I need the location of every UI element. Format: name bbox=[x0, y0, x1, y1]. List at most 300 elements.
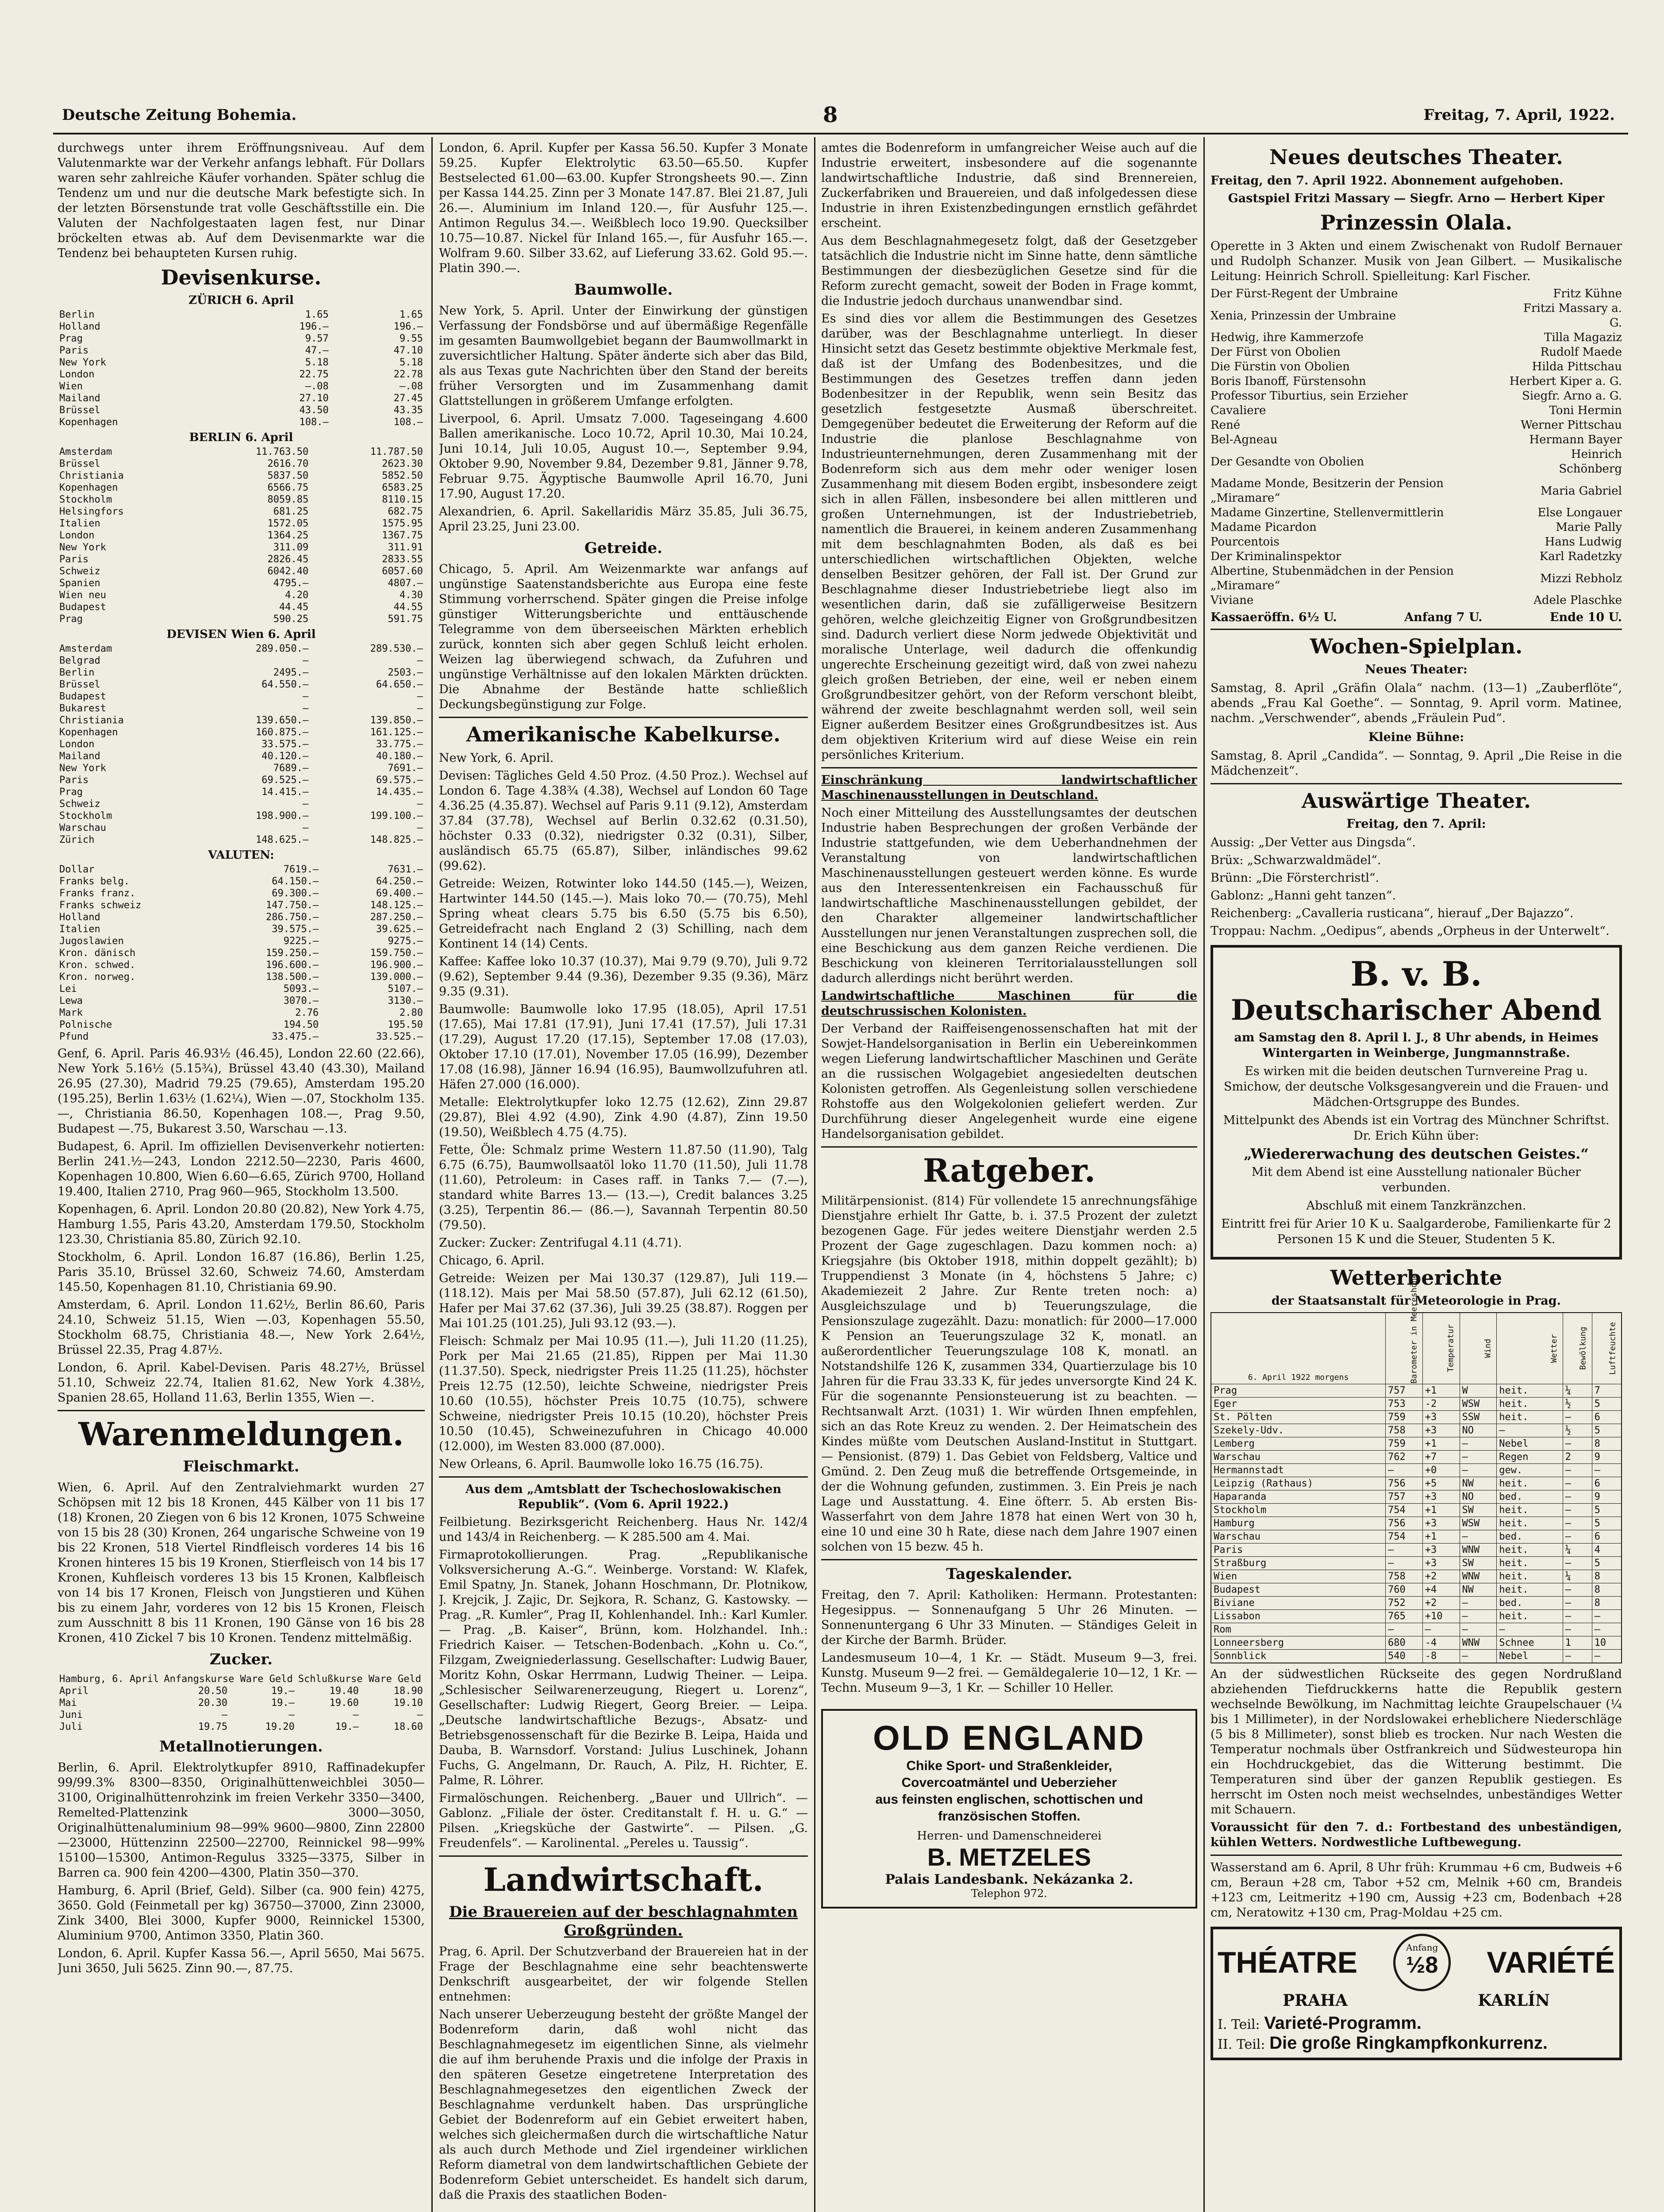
weather-cell: — bbox=[1563, 1437, 1592, 1451]
table-cell: Polnische bbox=[59, 1019, 112, 1030]
table-cell: 1.65 bbox=[400, 309, 423, 320]
table-cell: Juli bbox=[59, 1721, 83, 1732]
cast-row bbox=[1211, 301, 1622, 330]
weather-row bbox=[1211, 1650, 1622, 1663]
table-cell: 33.475.— bbox=[272, 1031, 319, 1042]
paper-name: Deutsche Zeitung Bohemia. bbox=[62, 106, 297, 124]
quote-row bbox=[58, 458, 425, 470]
quote-row bbox=[58, 518, 425, 530]
weather-cell: +5 bbox=[1422, 1477, 1460, 1490]
quote-row bbox=[58, 667, 425, 679]
cast-role: Pourcentois bbox=[1211, 535, 1280, 549]
column-4 bbox=[1211, 141, 1622, 2212]
table-cell: 8110.15 bbox=[382, 494, 423, 505]
weather-cell: heit. bbox=[1497, 1477, 1563, 1490]
weather-cell: — bbox=[1563, 1583, 1592, 1597]
table-cell: 5837.50 bbox=[267, 470, 309, 481]
quote-row bbox=[58, 1031, 425, 1043]
quote-row bbox=[58, 864, 425, 876]
table-cell: Dollar bbox=[59, 864, 95, 875]
column-rule bbox=[1203, 137, 1205, 2212]
table-cell: 69.525.— bbox=[261, 775, 309, 786]
table-cell: 4795.— bbox=[273, 578, 309, 589]
weather-cell: Warschau bbox=[1211, 1451, 1386, 1464]
weather-cell: WSW bbox=[1460, 1517, 1497, 1530]
kabel-paragraph: Fette, Öle: Schmalz prime Western 11.87.50 (11.90), Talg 6.75 (6.75), Baumwollsaatöl loko 11.70 (11.50), Juli 11.78 (11.60), Petroleum: in Cases raff. in Tanks 7.— (7.—), standard white Barres 13.— (13.—), Credit balances 3.25 (3.25), Terpentin 86.— (86.—), Savannah Terpentin 80.50 (79.50). bbox=[439, 1143, 808, 1232]
quote-row bbox=[58, 470, 425, 482]
table-cell: 18.60 bbox=[393, 1721, 423, 1732]
weather-cell: heit. bbox=[1497, 1610, 1563, 1623]
table-cell: 1.65 bbox=[305, 309, 329, 320]
weather-cell: heit. bbox=[1497, 1411, 1563, 1424]
table-cell: 43.35 bbox=[393, 405, 423, 416]
weather-cell: Hermannstadt bbox=[1211, 1464, 1386, 1477]
ad-variete-city-right: KARLÍN bbox=[1478, 1991, 1550, 2010]
wochen-text-1: Samstag, 8. April „Gräfin Olala“ nachm. (13—1) „Zauberflöte“, abends „Frau Kal Goethe“. — Sonntag, 9. April vorm. Matinee, nachm. „Verschwender“, abends „Fräulein Pud“. bbox=[1211, 681, 1622, 725]
weather-cell: Lonneersberg bbox=[1211, 1636, 1386, 1650]
table-cell: Belgrad bbox=[59, 655, 100, 666]
weather-cell: 8 bbox=[1592, 1597, 1622, 1610]
amtsblatt-paragraph: Feilbietung. Bezirksgericht Reichenberg. Haus Nr. 142/4 und 143/4 in Reichenberg. — K 285.500 am 4. Mai. bbox=[439, 1515, 808, 1544]
table-cell: Kron. dänisch bbox=[59, 948, 136, 959]
quote-row bbox=[58, 750, 425, 762]
table-cell: 2833.55 bbox=[382, 554, 423, 565]
zucker-row bbox=[58, 1697, 425, 1709]
table-cell: 5.18 bbox=[400, 357, 423, 368]
weather-row bbox=[1211, 1557, 1622, 1570]
weather-cell: — bbox=[1563, 1650, 1592, 1663]
zurich-title: ZÜRICH 6. April bbox=[188, 294, 294, 307]
quote-row bbox=[58, 506, 425, 518]
weather-row bbox=[1211, 1530, 1622, 1544]
cast-role: Xenia, Prinzessin der Umbraine bbox=[1211, 309, 1396, 323]
weather-row bbox=[1211, 1477, 1622, 1490]
baumwolle-paragraph: New York, 5. April. Unter der Einwirkung der günstigen Verfassung der Fondsbörse und auf übermäßige Regenfälle im gesamten Baumwollgebiet begann der Baumwollmarkt in zuversichtlicher Haltung. Später änderte sich aber das Bild, als aus Texas gute Nachrichten über den Stand der bereits früher Versorgten und im Zusammenhang damit Glattstellungen in größerem Umfange erfolgten. bbox=[439, 304, 808, 408]
amtsblatt-heading: Aus dem „Amtsblatt der Tschechoslowakischen Republik“. (Vom 6. April 1922.) bbox=[465, 1482, 781, 1511]
cast-row bbox=[1211, 520, 1622, 535]
weather-cell: — bbox=[1592, 1464, 1622, 1477]
weather-row bbox=[1211, 1583, 1622, 1597]
kabel-paragraph: Zucker: Zucker: Zentrifugal 4.11 (4.71). bbox=[439, 1236, 682, 1250]
weather-cell: Warschau bbox=[1211, 1530, 1386, 1544]
weather-row bbox=[1211, 1451, 1622, 1464]
weather-cell: +2 bbox=[1422, 1597, 1460, 1610]
ad-bvb-line2: Es wirken mit die beiden deutschen Turnvereine Prag u. Smichow, der deutsche Volksgesangverein und die Frauen- und Mädchen-Ortsgruppe des Bundes. bbox=[1224, 1064, 1609, 1109]
table-cell: 47.10 bbox=[393, 345, 423, 356]
table-cell: Brüssel bbox=[59, 405, 100, 416]
table-cell: — bbox=[303, 822, 309, 833]
theater-time: Anfang 7 U. bbox=[1404, 611, 1483, 624]
quote-row bbox=[58, 392, 425, 404]
ad-old-england-line: Covercoatmäntel und Ueberzieher bbox=[901, 1775, 1117, 1790]
divider bbox=[1211, 783, 1622, 784]
table-cell: Franks schweiz bbox=[59, 900, 142, 911]
ad-bvb-lines bbox=[1220, 1030, 1612, 1247]
ad-variete-line-1-label: I. Teil: bbox=[1218, 2017, 1260, 2032]
ad-variete-line-1 bbox=[1218, 2013, 1615, 2033]
weather-cell: +3 bbox=[1422, 1557, 1460, 1570]
zucker-row bbox=[58, 1709, 425, 1721]
cast-role: Professor Tiburtius, sein Erzieher bbox=[1211, 389, 1408, 403]
kabel-paragraph: Getreide: Weizen per Mai 130.37 (129.87), Juli 119.— (118.12). Mais per Mai 58.50 (57.87), Juli 62.12 (61.50), Hafer per Mai 37.62 (37.36), Juli 39.25 (38.87). Roggen per Mai 101.25 (101.25), Juli 93.12 (93.—). bbox=[439, 1271, 808, 1330]
table-cell: Jugoslawien bbox=[59, 936, 124, 947]
quote-row bbox=[58, 834, 425, 846]
table-cell: 196.— bbox=[393, 321, 423, 332]
weather-cell: 753 bbox=[1386, 1398, 1423, 1411]
table-cell: Amsterdam bbox=[59, 446, 112, 457]
quote-row bbox=[58, 613, 425, 625]
weather-cell: — bbox=[1460, 1610, 1497, 1623]
table-cell: — bbox=[353, 1709, 359, 1720]
cast-actor: Fritz Kühne bbox=[1553, 287, 1622, 300]
cast-actor: Hans Ludwig bbox=[1545, 535, 1622, 549]
weather-cell: +4 bbox=[1422, 1583, 1460, 1597]
zucker-heading: Zucker. bbox=[209, 1651, 273, 1668]
table-cell: 7691.— bbox=[388, 763, 423, 774]
table-cell: 40.120.— bbox=[261, 751, 309, 762]
table-cell: 1364.25 bbox=[267, 530, 309, 541]
cast-actor: Karl Radetzky bbox=[1539, 550, 1622, 563]
weather-row bbox=[1211, 1517, 1622, 1530]
waren-heading: Warenmeldungen. bbox=[78, 1415, 404, 1453]
table-cell: 19.— bbox=[335, 1721, 359, 1732]
weather-cell: 5 bbox=[1592, 1424, 1622, 1437]
table-cell: 138.500.— bbox=[266, 972, 319, 983]
table-cell: 195.50 bbox=[388, 1019, 423, 1030]
weather-cell: Straßburg bbox=[1211, 1557, 1386, 1570]
table-cell: — bbox=[417, 799, 423, 810]
weather-cell: 9 bbox=[1592, 1451, 1622, 1464]
theater-time: Ende 10 U. bbox=[1549, 611, 1622, 624]
weather-cell: WSW bbox=[1460, 1398, 1497, 1411]
weather-cell: — bbox=[1563, 1504, 1592, 1517]
table-cell: Christiania bbox=[59, 470, 124, 481]
market-note: Genf, 6. April. Paris 46.93½ (46.45), London 22.60 (22.66), New York 5.16½ (5.15¾), Brüssel 43.40 (43.30), Mailand 26.95 (27.30), Madrid 79.25 (79.65), Amsterdam 195.20 (195.25), Berlin 1.63½ (1.62¼), Wien —.07, Stockholm 135.—, Christiania 86.50, Kopenhagen 108.—, Prag 9.50, Budapest —.75, Bukarest 3.50, Warschau —.13. bbox=[58, 1047, 425, 1136]
weather-cell: WNW bbox=[1460, 1544, 1497, 1557]
zucker-row bbox=[58, 1721, 425, 1733]
table-cell: Budapest bbox=[59, 691, 106, 702]
quote-row bbox=[58, 333, 425, 345]
weather-cell: — bbox=[1563, 1557, 1592, 1570]
table-cell: 9.57 bbox=[305, 333, 329, 344]
table-cell: 1367.75 bbox=[382, 530, 423, 541]
wochen-heading: Wochen-Spielplan. bbox=[1310, 634, 1523, 658]
table-cell: 148.125.— bbox=[370, 900, 423, 911]
divider bbox=[439, 717, 808, 718]
cast-row bbox=[1211, 360, 1622, 374]
theater-guests: Gastspiel Fritzi Massary — Siegfr. Arno — Herbert Kiper bbox=[1228, 192, 1605, 205]
cast-role: Der Fürst-Regent der Umbraine bbox=[1211, 287, 1398, 300]
market-note: Amsterdam, 6. April. London 11.62½, Berlin 86.60, Paris 24.10, Schweiz 51.15, Wien —.03, Kopenhagen 55.50, Stockholm 68.75, Christiania 48.—, New York 2.64½, Brüssel 22.35, Prag 4.87½. bbox=[58, 1298, 425, 1357]
masthead bbox=[53, 103, 1628, 129]
weather-cell: — bbox=[1460, 1464, 1497, 1477]
valuten-table bbox=[58, 864, 425, 1043]
table-cell: 9.55 bbox=[400, 333, 423, 344]
kabel-paragraph: Chicago, 6. April. bbox=[439, 1254, 545, 1267]
ad-variete-left: THÉATRE bbox=[1218, 1946, 1358, 1979]
table-cell: — bbox=[303, 691, 309, 702]
table-cell: 139.000.— bbox=[370, 972, 423, 983]
table-cell: Schweiz bbox=[59, 566, 100, 577]
table-cell: Berlin bbox=[59, 309, 95, 320]
cast-actor: Marie Pally bbox=[1556, 521, 1622, 534]
weather-row bbox=[1211, 1504, 1622, 1517]
table-cell: 5852.50 bbox=[382, 470, 423, 481]
weather-cell: -2 bbox=[1422, 1398, 1460, 1411]
table-cell: Italien bbox=[59, 518, 100, 529]
ad-old-england-line: Chike Sport- und Straßenkleider, bbox=[906, 1759, 1112, 1773]
weather-cell: — bbox=[1460, 1437, 1497, 1451]
quote-row bbox=[58, 995, 425, 1007]
table-cell: New York bbox=[59, 357, 106, 368]
cast-row bbox=[1211, 374, 1622, 389]
table-cell: Budapest bbox=[59, 602, 106, 613]
cast-role: Madame Monde, Besitzerin der Pension „Miramare“ bbox=[1211, 477, 1444, 505]
weather-cell: +3 bbox=[1422, 1544, 1460, 1557]
table-cell: 591.75 bbox=[388, 614, 423, 625]
table-cell: 590.25 bbox=[273, 614, 309, 625]
weather-cell: ½ bbox=[1563, 1398, 1592, 1411]
table-cell: 39.625.— bbox=[376, 924, 423, 935]
table-cell: 198.900.— bbox=[256, 810, 309, 822]
weather-cell: 757 bbox=[1386, 1490, 1423, 1504]
table-cell: Wien bbox=[59, 381, 83, 392]
table-cell: Mark bbox=[59, 1007, 83, 1018]
table-cell: Paris bbox=[59, 775, 89, 786]
weather-cell: Rom bbox=[1211, 1623, 1386, 1636]
table-cell: 2826.45 bbox=[267, 554, 309, 565]
london-metal: London, 6. April. Kupfer per Kassa 56.50. Kupfer 3 Monate 59.25. Kupfer Elektrolytic 63.50—65.50. Kupfer Bestselected 61.00—63.00. Kupfer Strongsheets 90.—. Zinn per Kassa 144.25. Zinn per 3 Monate 147.87. Blei 21.87, Juli 26.—. Aluminium im Inland 120.—, für Ausfuhr 125.—. Antimon Regulus 34.—. Weißblech loco 19.90. Quecksilber 10.75—10.87. Nickel für Inland 165.—, für Ausfuhr 165.—. Wolfram 9.60. Silber 33.62, auf Lieferung 33.62. Gold 95.—. Platin 390.—. bbox=[439, 141, 808, 275]
weather-cell: 760 bbox=[1386, 1583, 1423, 1597]
weather-cell: 4 bbox=[1592, 1544, 1622, 1557]
weather-row bbox=[1211, 1570, 1622, 1583]
ad-variete bbox=[1211, 1927, 1622, 2060]
weather-cell: Nebel bbox=[1497, 1650, 1563, 1663]
quote-row bbox=[58, 1019, 425, 1031]
ad-variete-city-left: PRAHA bbox=[1283, 1991, 1348, 2010]
table-cell: 19.60 bbox=[329, 1697, 359, 1709]
cast-role: Bel-Agneau bbox=[1211, 433, 1278, 446]
weather-cell: -8 bbox=[1422, 1650, 1460, 1663]
cast-actor: Rudolf Maede bbox=[1540, 346, 1622, 359]
divider bbox=[821, 767, 1197, 768]
market-intro: durchwegs unter ihrem Eröffnungsniveau. Auf dem Valutenmarkte war der Verkehr anfangs lebhaft. Für Dollars waren sehr zahlreiche Käufer vorhanden. Später schlug die Tendenz um und nur die deutsche Mark befestigte sich. In der letzten Börsenstunde trat volle Geschäftsstille ein. Die Valuten der Nachfolgestaaten lagen fest, nur Dinar bröckelten etwas ab. Auf dem Devisenmarkte war die Tendenz bei behaupteten Kursen ruhig. bbox=[58, 141, 425, 260]
theater-date: Freitag, den 7. April 1922. Abonnement aufgehoben. bbox=[1211, 174, 1564, 188]
table-cell: 19.40 bbox=[329, 1686, 359, 1697]
table-cell: 7689.— bbox=[273, 763, 309, 774]
quote-row bbox=[58, 369, 425, 380]
cast-actor: Mizzi Rebholz bbox=[1540, 572, 1622, 585]
table-cell: 4.20 bbox=[285, 590, 309, 601]
operetta-desc: Operette in 3 Akten und einem Zwischenakt von Rudolf Bernauer und Rudolph Schanzer. Musik von Jean Gilbert. — Musikalische Leitung: Heinrich Schroll. Spielleitung: Karl Fischer. bbox=[1211, 239, 1622, 283]
market-note: Budapest, 6. April. Im offiziellen Devisenverkehr notierten: Berlin 241.½—243, London 2212.50—2230, Paris 4600, Kopenhagen 10.800, Wien 6.60—6.65, Zürich 9700, Holland 19.400, Italien 2710, Prag 960—965, Stockholm 13.500. bbox=[58, 1140, 425, 1198]
weather-row bbox=[1211, 1490, 1622, 1504]
table-cell: 2616.70 bbox=[267, 458, 309, 469]
metall-heading: Metallnotierungen. bbox=[159, 1738, 323, 1755]
weather-cell: 6 bbox=[1592, 1411, 1622, 1424]
weather-cell: Stockholm bbox=[1211, 1504, 1386, 1517]
cast-row bbox=[1211, 476, 1622, 506]
quote-row bbox=[58, 577, 425, 589]
ad-bvb-title-2: Deutscharischer Abend bbox=[1231, 994, 1602, 1027]
getreide-text: Chicago, 5. April. Am Weizenmarkte war anfangs auf ungünstige Saatenstandsberichte aus Europa eine feste Stimmung vorherrschend. Später gingen die Preise infolge günstiger Witterungsberichte und enttäuschende Telegramme von dem überseeischen Märkten erheblich zurück, konnten sich aber gegen Schluß leicht erholen. Weizen lag überwiegend schwach, da Zufuhren und ungünstige Verhältnisse auf den lokalen Märkten drückten. Die Abnahme der Bestände hatte schließlich Deckungsbegünstigung zur Folge. bbox=[439, 562, 808, 711]
weather-cell: -4 bbox=[1422, 1636, 1460, 1650]
table-cell: 196.600.— bbox=[266, 960, 319, 971]
cast-actor: Toni Hermin bbox=[1549, 404, 1622, 417]
metall-text-3: London, 6. April. Kupfer Kassa 56.—, April 5650, Mai 5675. Juni 3650, Juli 5625. Zinn 90.—, 87.75. bbox=[58, 1947, 425, 1975]
table-cell: 19.75 bbox=[198, 1721, 228, 1732]
table-cell: 11.787.50 bbox=[370, 446, 423, 457]
cast-role: Viviane bbox=[1211, 594, 1254, 607]
kabel-paragraph: New Orleans, 6. April. Baumwolle loko 16.75 (16.75). bbox=[439, 1457, 763, 1471]
ausw-item: Brüx: „Schwarzwaldmädel“. bbox=[1211, 853, 1381, 867]
table-cell: 159.250.— bbox=[266, 948, 319, 959]
baumwolle-paragraph: Liverpool, 6. April. Umsatz 7.000. Tageseingang 4.600 Ballen amerikanische. Loco 10.72, April 10.30, Mai 10.24, Juni 10.14, Juli 10.05, August 10.—, September 9.94, Oktober 9.90, November 9.84, Dezember 9.81, Jänner 9.78, Februar 9.75. Ägyptische Baumwolle April 16.70, Juni 17.90, August 17.20. bbox=[439, 412, 808, 501]
table-cell: New York bbox=[59, 542, 106, 553]
weather-cell: WNW bbox=[1460, 1570, 1497, 1583]
market-note: Kopenhagen, 6. April. London 20.80 (20.82), New York 4.75, Hamburg 1.55, Paris 43.20, Amsterdam 179.50, Stockholm 123.30, Christiania 85.80, Zürich 92.10. bbox=[58, 1202, 425, 1246]
weather-cell: ½ bbox=[1563, 1424, 1592, 1437]
weather-cell: 680 bbox=[1386, 1636, 1423, 1650]
weather-cell: Biviane bbox=[1211, 1597, 1386, 1610]
weather-row bbox=[1211, 1437, 1622, 1451]
cast-role: Madame Ginzertine, Stellenvermittlerin bbox=[1211, 506, 1444, 519]
berlin-table bbox=[58, 446, 425, 625]
weather-cell: Lissabon bbox=[1211, 1610, 1386, 1623]
quote-row bbox=[58, 691, 425, 703]
devisen-heading: Devisenkurse. bbox=[161, 265, 322, 289]
table-cell: 5093.— bbox=[283, 983, 319, 995]
cast-actor: Adele Plaschke bbox=[1533, 594, 1622, 607]
table-cell: 69.400.— bbox=[376, 888, 423, 899]
quote-row bbox=[58, 643, 425, 655]
cast-actor: Hilda Pittschau bbox=[1532, 360, 1622, 373]
amtsblatt-paragraph: Firmaprotokollierungen. Prag. „Republikanische Volksversicherung A.-G.“. Weinberge. Vorstand: W. Klafek, Emil Spatny, Jn. Stanek, Johann Hoschmann, Dr. Plotnikow, J. Krejcik, J. Zajic, Dr. Sejkora, R. Schanz, G. Kastowsky. — Prag. „R. Kumler“, Prag II, Kohlenhandel. Inh.: Karl Kumler. — Prag. „B. Kaiser“, Brünn, kom. Holzhandel. Inh.: Friedrich Kaiser. — Tetschen-Bodenbach. „Kohn u. Co.“, Filzgam, Zweigniederlassung. Gesellschafter: Ludwig Bauer, Moritz Kohn, Oskar Herrmann, Ludwig Theiner. — Leipa. „Schlesischer Seilwarenerzeugung, Riegert u. Lorenz“, Gesellschafter: Ludwig Riegert, Georg Breier. — Leipa. „Deutsche landwirtschaftliche Bezugs-, Absatz- und Betriebsgenossenschaft für die Bezirke B. Leipa, Haida und Dauba, B. Warnsdorf. Vorstand: Julius Luschinek, Johann Fuchs, G. Angelmann, Dr. Rauch, A. Pilz, H. Richter, E. Palme, R. Löhrer. bbox=[439, 1548, 808, 1787]
cast-role: Albertine, Stubenmädchen in der Pension „Miramare“ bbox=[1211, 565, 1454, 592]
table-cell: —.08 bbox=[305, 381, 329, 392]
fleisch-heading: Fleischmarkt. bbox=[183, 1458, 300, 1475]
quote-row bbox=[58, 309, 425, 321]
devisen-table bbox=[58, 643, 425, 846]
table-cell: 43.50 bbox=[299, 405, 329, 416]
zucker-table bbox=[58, 1673, 425, 1733]
table-cell: 6057.60 bbox=[382, 566, 423, 577]
cast-row bbox=[1211, 564, 1622, 593]
quote-row bbox=[58, 321, 425, 333]
quote-row bbox=[58, 380, 425, 392]
table-cell: 14.415.— bbox=[261, 787, 309, 798]
weather-cell: St. Pölten bbox=[1211, 1411, 1386, 1424]
table-cell: 289.050.— bbox=[256, 643, 309, 654]
baumwolle-section bbox=[439, 303, 808, 534]
table-cell: Mai bbox=[59, 1697, 77, 1709]
weather-cell: heit. bbox=[1497, 1544, 1563, 1557]
masch-text: Noch einer Mitteilung des Ausstellungsamtes der deutschen Industrie haben Besprechungen der großen Verbände der Industrie stattgefunden, wie dem Ueberhandnehmen der Veranstaltung von landwirtschaftlichen Maschinenausstellungen gesteuert werden könne. Es wurde aus den Interessentenkreisen ein Fachausschuß für landwirtschaftliche Maschinenausstellungen gebildet, der den Charakter allgemeiner landwirtschaftlicher Ausstellungen nur jenen Veranstaltungen zusprechen soll, die eine Beschickung aus dem ganzen Reiche verdienen. Die Beschickung von kleineren Territorialausstellungen soll dadurch allerdings nicht berührt werden. bbox=[821, 806, 1197, 985]
cast-role: Madame Picardon bbox=[1211, 521, 1317, 534]
table-cell: Holland bbox=[59, 321, 100, 332]
table-cell: Italien bbox=[59, 924, 100, 935]
table-cell: 64.650.— bbox=[376, 679, 423, 690]
landw-section bbox=[439, 1944, 808, 2203]
quote-row bbox=[58, 589, 425, 601]
table-header-cell: Hamburg, 6. April bbox=[59, 1674, 159, 1685]
table-cell: 64.550.— bbox=[261, 679, 309, 690]
weather-col-header: Barometer in Meereshöhe bbox=[1386, 1313, 1423, 1384]
quote-row bbox=[58, 810, 425, 822]
table-cell: 5107.— bbox=[388, 983, 423, 995]
weather-row bbox=[1211, 1544, 1622, 1557]
weather-cell: +7 bbox=[1422, 1451, 1460, 1464]
weather-cell: heit. bbox=[1497, 1557, 1563, 1570]
table-cell: April bbox=[59, 1686, 89, 1697]
weather-cell: — bbox=[1460, 1451, 1497, 1464]
wetter-heading: Wetterberichte bbox=[1330, 1266, 1503, 1290]
table-cell: 20.50 bbox=[198, 1686, 228, 1697]
divider bbox=[821, 1146, 1197, 1148]
weather-cell: 8 bbox=[1592, 1437, 1622, 1451]
quote-row bbox=[58, 738, 425, 750]
weather-cell: +3 bbox=[1422, 1490, 1460, 1504]
table-cell: 6042.40 bbox=[267, 566, 309, 577]
landw-continuation bbox=[821, 141, 1197, 763]
weather-cell: Eger bbox=[1211, 1398, 1386, 1411]
ad-bvb-line6: Abschluß mit einem Tanzkränzchen. bbox=[1306, 1199, 1526, 1213]
cast-row bbox=[1211, 593, 1622, 608]
weather-cell: — bbox=[1563, 1464, 1592, 1477]
weather-cell: 758 bbox=[1386, 1424, 1423, 1437]
weather-row bbox=[1211, 1424, 1622, 1437]
table-cell: 19.— bbox=[271, 1686, 295, 1697]
weather-cell: 5 bbox=[1592, 1517, 1622, 1530]
table-cell: 311.09 bbox=[273, 542, 309, 553]
weather-cell: bed. bbox=[1497, 1490, 1563, 1504]
weather-cell: 8 bbox=[1592, 1583, 1622, 1597]
ad-old-england-name: B. METZELES bbox=[927, 1843, 1091, 1871]
weather-cell: +1 bbox=[1422, 1384, 1460, 1398]
weather-cell: 2 bbox=[1563, 1451, 1592, 1464]
issue-date: Freitag, 7. April, 1922. bbox=[1423, 106, 1615, 124]
quote-row bbox=[58, 935, 425, 947]
weather-col-header: Temperatur bbox=[1422, 1313, 1460, 1384]
weather-col-header: Wind bbox=[1460, 1313, 1497, 1384]
cast-actor: Heinrich Schönberg bbox=[1559, 448, 1622, 476]
berlin-title: BERLIN 6. April bbox=[189, 431, 293, 444]
weather-cell: NW bbox=[1460, 1477, 1497, 1490]
wetter-text: An der südwestlichen Rückseite des gegen Nordrußland abziehenden Tiefdruckkerns hatte die Republik gestern wechselnde Bewölkung, im Nachmittag leichte Graupelschauer (¼ bis 1 Millimeter), in der Nordslowakei erheblichere Niederschläge (5 bis 8 Millimeter), sonst blieb es trocken. Nur nach Westen die Temperatur nochmals über Ostfrankreich und Südwesteuropa hin ein Hochdruckgebiet, das die Witterung bestimmt. Die Temperaturen sind über der ganzen Republik gestiegen. Es herrscht im Osten noch meist wechselndes, unbeständiges Wetter mit Schauern. bbox=[1211, 1667, 1622, 1816]
table-cell: Mailand bbox=[59, 393, 100, 404]
operetta-title: Prinzessin Olala. bbox=[1320, 211, 1513, 234]
weather-cell: — bbox=[1563, 1411, 1592, 1424]
landw-paragraph: Aus dem Beschlagnahmegesetz folgt, daß der Gesetzgeber tatsächlich die Industrie nicht im Sinne hatte, denn sämtliche Bestimmungen der diesbezüglichen Gesetze sind für die Reform zurecht gemacht, soweit der Boden in Frage kommt, die Industrie jedoch durchaus unanwendbar sind. bbox=[821, 234, 1197, 308]
weather-cell: +1 bbox=[1422, 1530, 1460, 1544]
ausw-date: Freitag, den 7. April: bbox=[1346, 817, 1486, 831]
weather-row bbox=[1211, 1411, 1622, 1424]
table-cell: Kron. norweg. bbox=[59, 972, 136, 983]
quote-row bbox=[58, 565, 425, 577]
table-cell: 159.750.— bbox=[370, 948, 423, 959]
table-cell: 40.180.— bbox=[376, 751, 423, 762]
weather-cell: — bbox=[1563, 1610, 1592, 1623]
ad-bvb bbox=[1211, 945, 1622, 1260]
weather-cell: Lemberg bbox=[1211, 1437, 1386, 1451]
table-cell: Helsingfors bbox=[59, 506, 124, 517]
cast-row bbox=[1211, 418, 1622, 433]
quote-row bbox=[58, 714, 425, 726]
table-cell: Holland bbox=[59, 912, 100, 923]
ausw-list bbox=[1211, 835, 1622, 939]
weather-cell: ¼ bbox=[1563, 1384, 1592, 1398]
table-cell: — bbox=[417, 822, 423, 833]
